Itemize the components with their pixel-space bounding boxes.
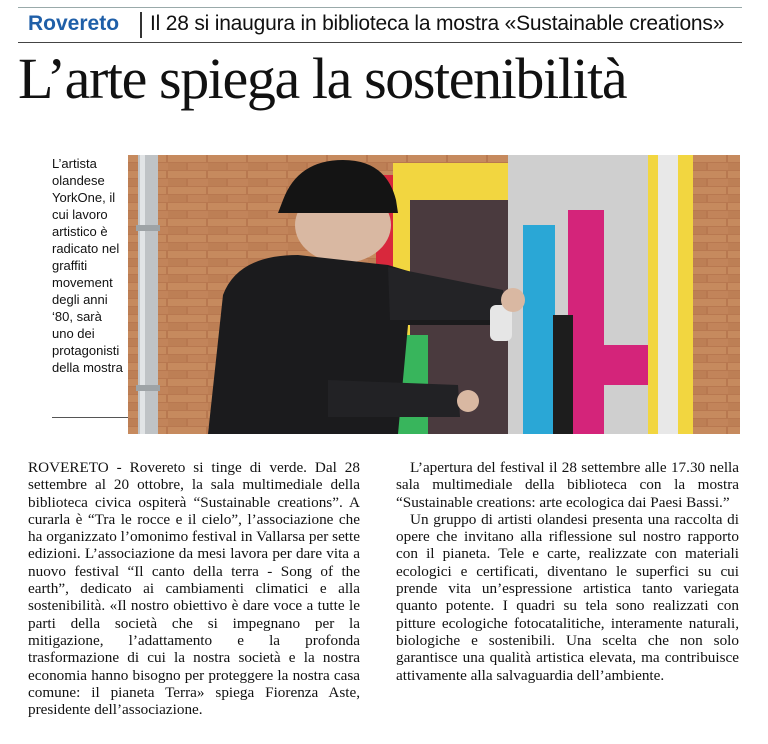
article-paragraph: L’apertura del festival il 28 settembre alle 17.30 nella sala multimediale della biblioteca con la mostra “Sustainable creations: arte ecologica dai Paesi Bassi.”	[396, 459, 739, 511]
top-rule	[18, 7, 742, 8]
kicker: Il 28 si inaugura in biblioteca la mostra «Sustainable creations»	[150, 12, 725, 35]
article-column-2	[396, 459, 739, 684]
artist-painting-photo	[128, 155, 740, 434]
article-photo	[128, 155, 740, 434]
article-column-1	[28, 459, 360, 718]
header-rule	[18, 42, 742, 43]
header-separator	[140, 12, 142, 38]
article-paragraph: Un gruppo di artisti olandesi presenta una raccolta di opere che invitano alla riflessione sul nostro rapporto con il pianeta. Tele e carte, realizzate con materiali ecologici e certificati, diventano le superfici su cui prende vita un’espressione artistica tanto variegata quanto potente. I quadri su tela sono realizzati con pitture ecologiche fotocatalitiche, interamente naturali, biologiche e sostenibili. Una scelta che non solo garantisce una qualità artistica elevata, ma contribuisce attivamente alla salvaguardia dell’ambiente.	[396, 510, 739, 684]
photo-caption: L’artista olandese YorkOne, il cui lavoro artistico è radicato nel graffiti movement degli anni ‘80, sarà uno dei protagonisti della mostra	[52, 156, 123, 375]
article-paragraph: ROVERETO - Rovereto si tinge di verde. Dal 28 settembre al 20 ottobre, la sala multimediale della biblioteca civica ospiterà “Sustainable creations”. A curarla è “Tra le rocce e il cielo”, l’associazione che ha organizzato l’omonimo festival in Vallarsa per sette edizioni. L’associazione da mesi lavora per dare vita a nuovo festival “Il canto della terra - Song of the earth”, dedicato ai cambiamenti climatici e alla sostenibilità. «Il nostro obiettivo è dare voce a tutte le parti della società che si impegnano per la mitigazione, l’adattamento e la profonda trasformazione di cui la nostra società e la nostra economia hanno bisogno per proteggere la nostra casa comune: il pianeta Terra» spiega Fiorenza Aste, presidente dell’associazione.	[28, 459, 360, 719]
section-label: Rovereto	[28, 12, 120, 35]
headline: L’arte spiega la sostenibilità	[18, 46, 627, 111]
